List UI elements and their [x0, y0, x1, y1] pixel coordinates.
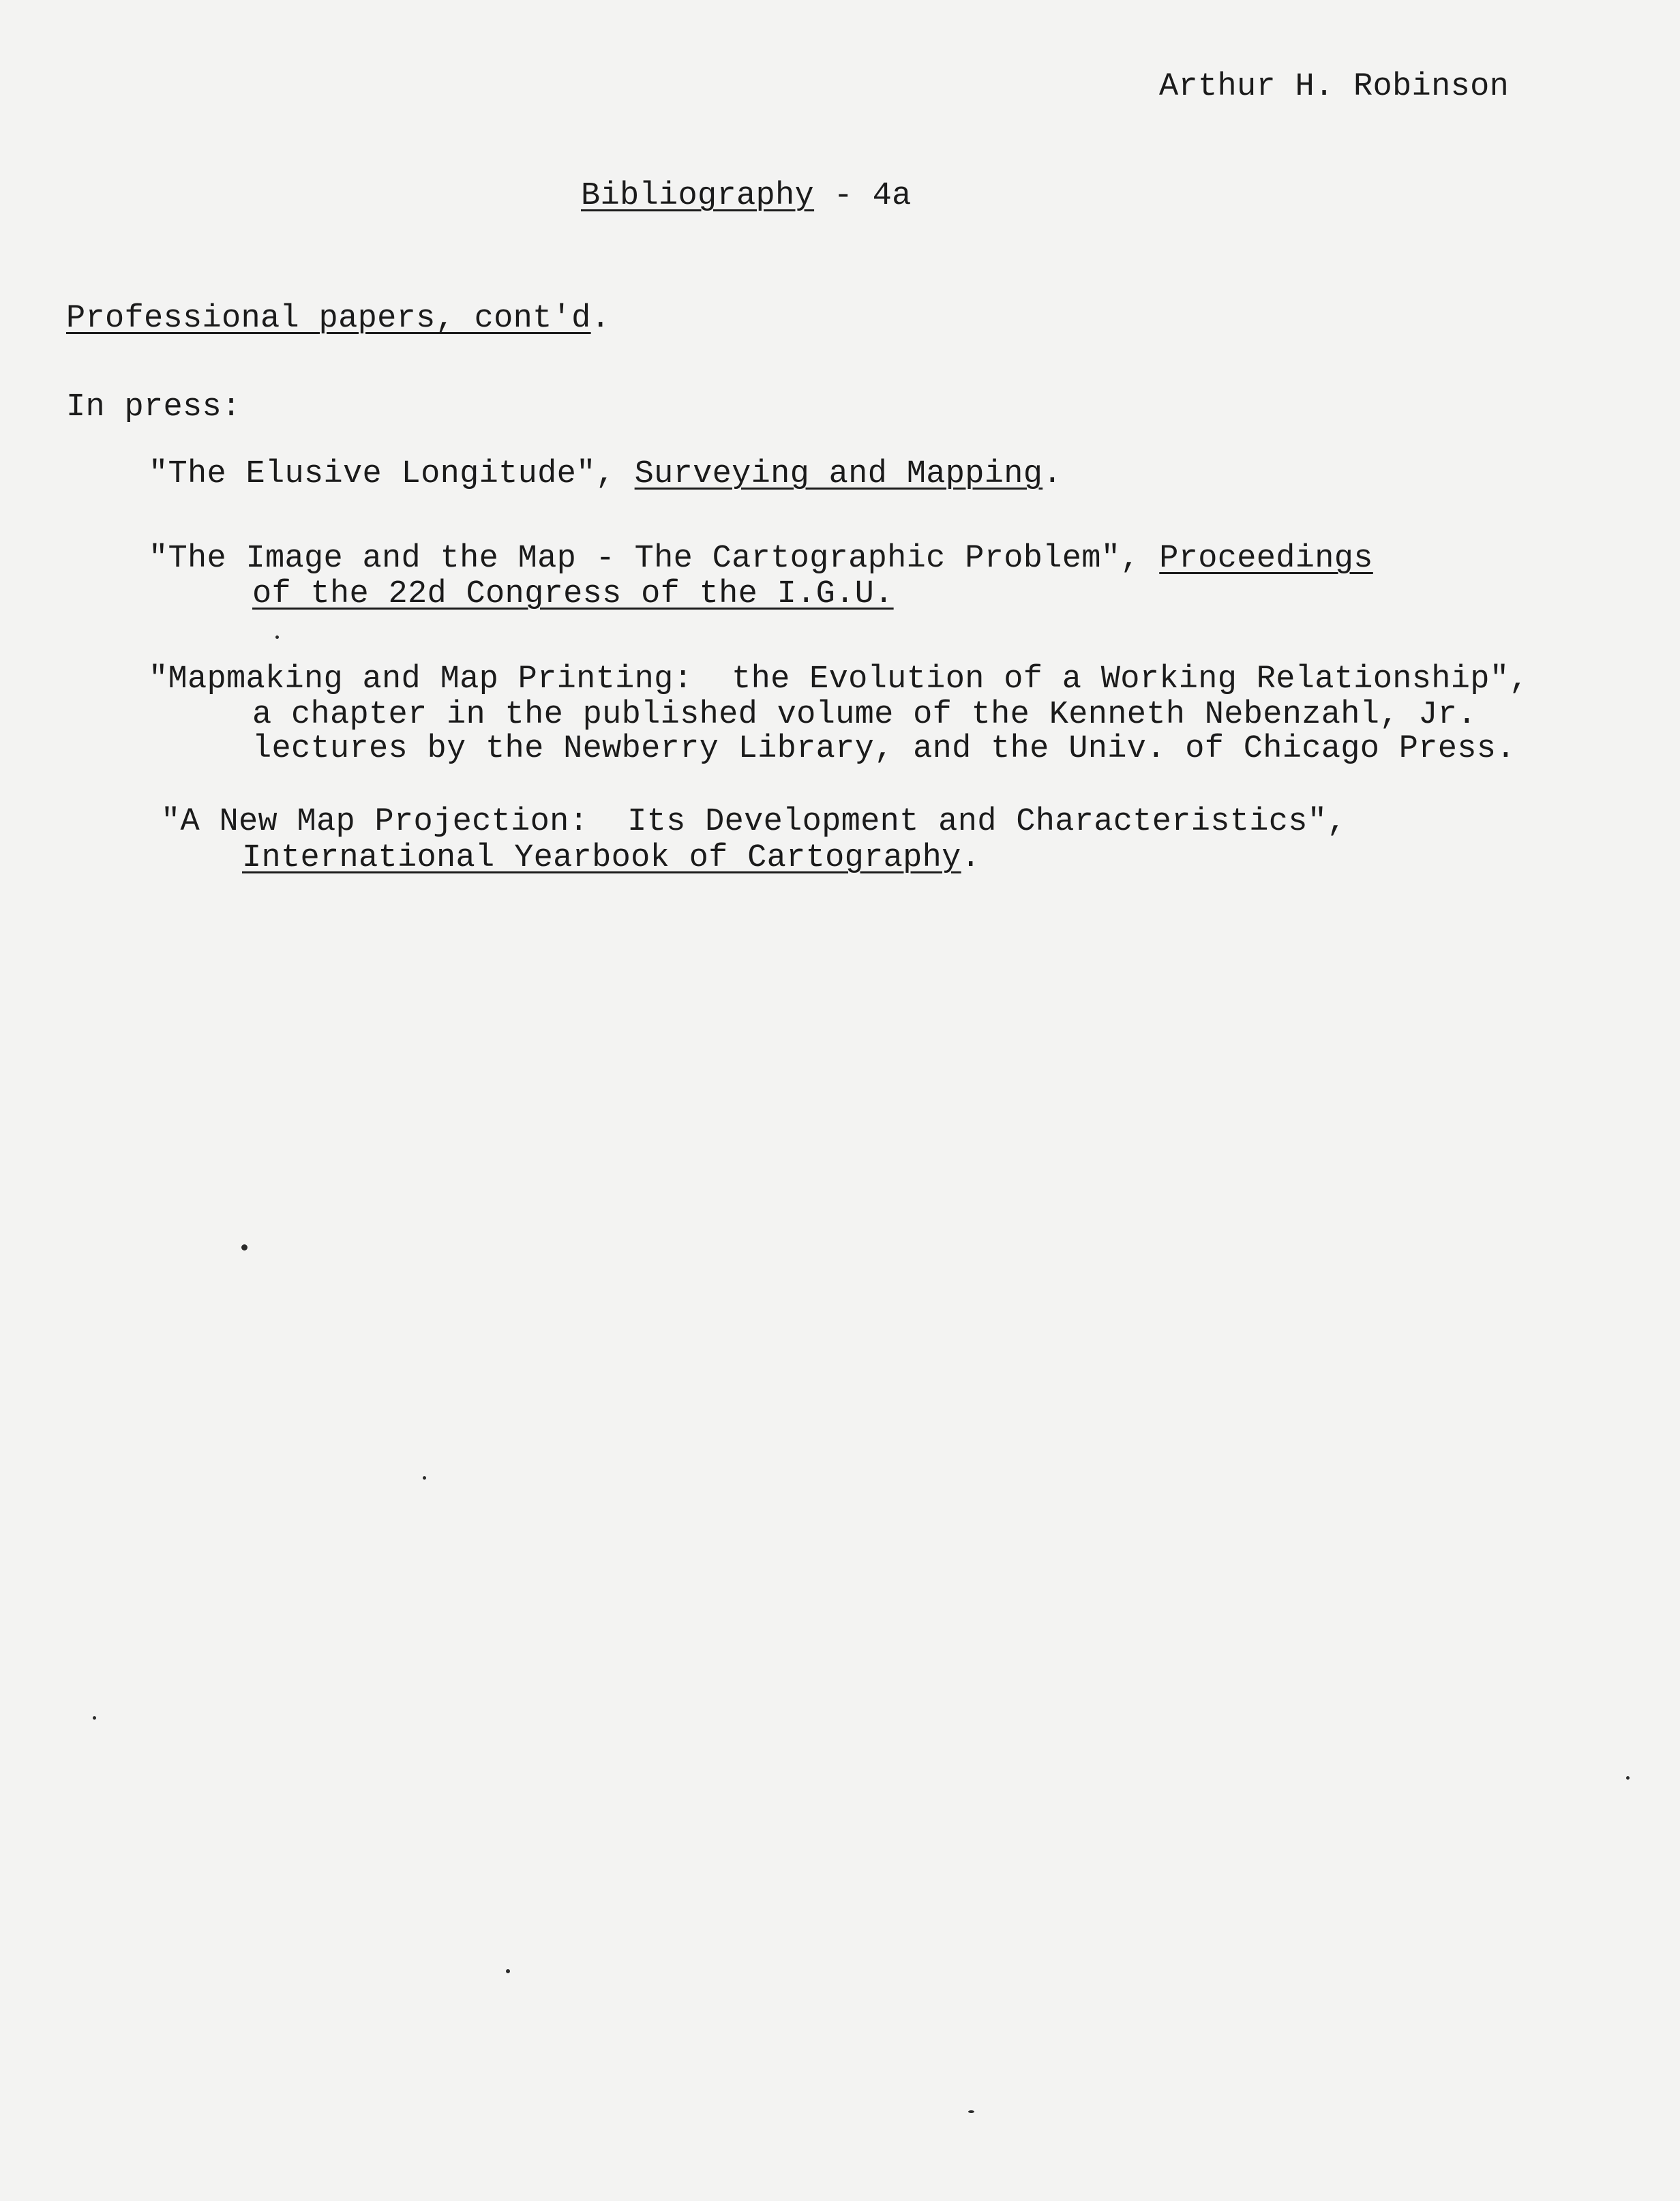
- bibliography-entry-2-line-1: [149, 541, 1373, 577]
- entry-title: "The Image and the Map - The Cartographic Problem",: [149, 541, 1160, 577]
- bibliography-entry-3-line-3: lectures by the Newberry Library, and the Univ. of Chicago Press.: [252, 731, 1516, 767]
- entry-journal-cont: of the 22d Congress of the I.G.U.: [252, 576, 894, 612]
- entry-journal: Proceedings: [1159, 541, 1373, 577]
- paper-speck: [241, 1244, 247, 1251]
- in-press-label: In press:: [66, 389, 241, 425]
- author-name: Arthur H. Robinson: [1159, 69, 1510, 105]
- entry-title: "The Elusive Longitude",: [149, 456, 635, 492]
- paper-speck: [506, 1969, 510, 1973]
- paper-speck: [423, 1476, 426, 1480]
- entry-end: .: [1042, 456, 1062, 492]
- bibliography-entry-3-line-1: "Mapmaking and Map Printing: the Evolution of a Working Relationship",: [149, 661, 1529, 698]
- section-heading-end: .: [590, 301, 611, 337]
- bibliography-entry-4-line-1: "A New Map Projection: Its Development and Characteristics",: [161, 804, 1347, 840]
- section-heading: [66, 301, 610, 337]
- page-title-suffix: - 4a: [814, 178, 912, 214]
- paper-speck: [93, 1716, 96, 1720]
- bibliography-entry-4-line-2: [242, 841, 980, 876]
- paper-speck: [275, 635, 279, 639]
- section-heading-text: Professional papers, cont'd: [66, 301, 591, 337]
- entry-end: .: [961, 840, 981, 876]
- bibliography-entry-1: [149, 457, 1062, 492]
- page-title-main: Bibliography: [581, 178, 815, 214]
- paper-speck: [968, 2110, 974, 2113]
- entry-journal: International Yearbook of Cartography: [242, 840, 961, 876]
- page-title: [581, 179, 912, 214]
- bibliography-entry-2-line-2: [252, 577, 894, 612]
- entry-journal: Surveying and Mapping: [634, 456, 1043, 492]
- paper-speck: [1626, 1776, 1630, 1780]
- bibliography-entry-3-line-2: a chapter in the published volume of the Kenneth Nebenzahl, Jr.: [252, 697, 1477, 733]
